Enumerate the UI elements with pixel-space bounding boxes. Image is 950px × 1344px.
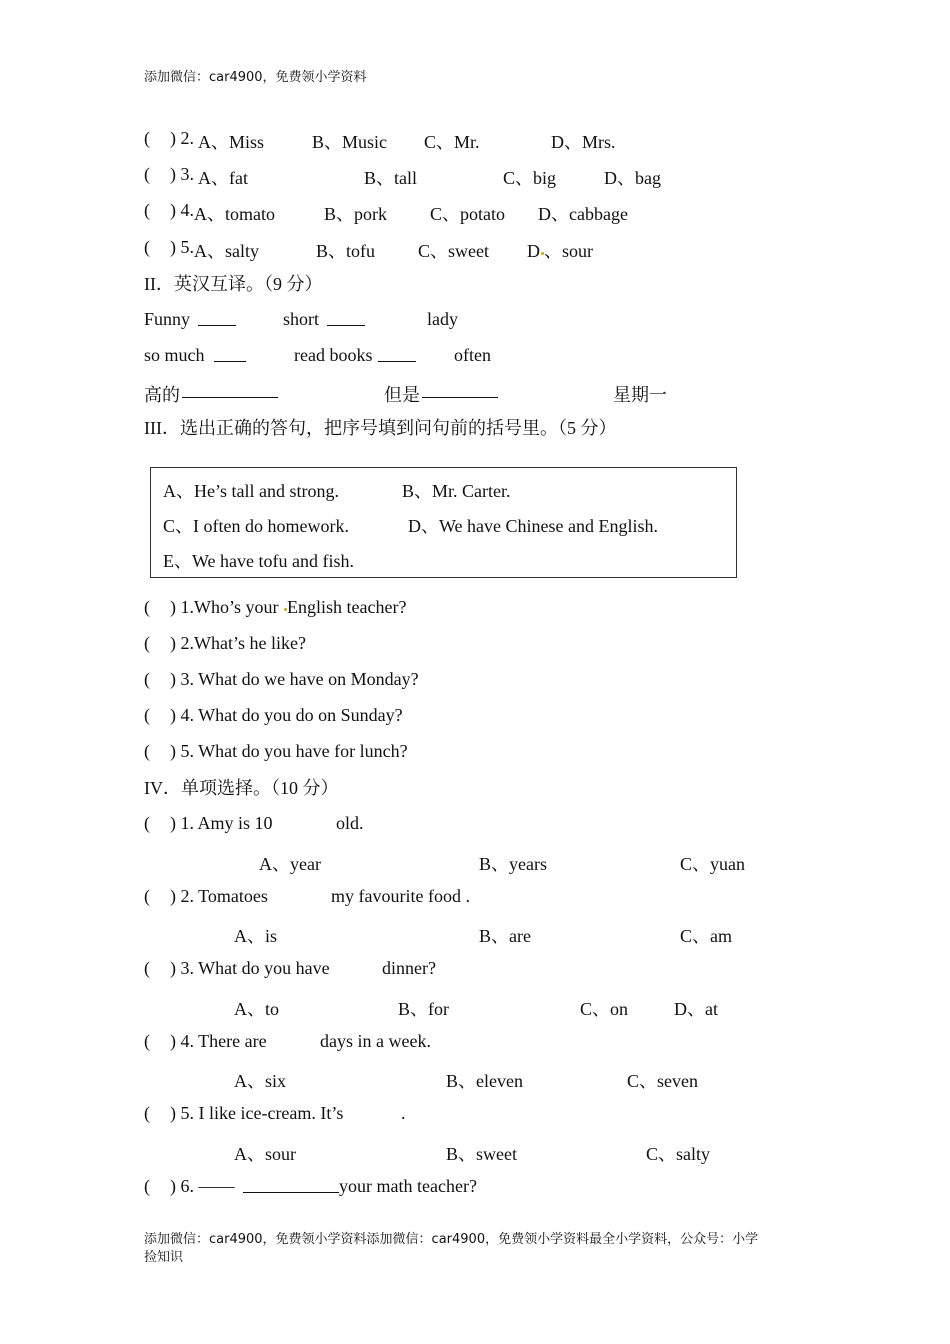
choice-c: C、am (680, 926, 732, 946)
bracket-open: ( (144, 886, 150, 906)
option-b: B、tofu (316, 241, 376, 261)
answer-blank[interactable] (327, 309, 365, 326)
option-b: B、pork (324, 204, 387, 224)
word-lady: lady (427, 309, 458, 329)
bracket-open: ( (144, 813, 150, 833)
option-b: B、tall (364, 168, 417, 188)
word-so-much: so much (144, 345, 205, 365)
answer-blank[interactable] (214, 345, 246, 362)
bracket-open: ( (144, 1103, 150, 1123)
bracket-open: ( (144, 597, 150, 617)
choice-b: B、years (479, 854, 547, 874)
answer-blank[interactable] (198, 309, 236, 326)
option-a: A、He’s tall and strong. (163, 481, 339, 501)
option-a: A、tomato (194, 204, 275, 224)
word-monday-cn: 星期一 (613, 385, 667, 405)
choice-a: A、year (259, 854, 321, 874)
option-e: E、We have tofu and fish. (163, 551, 354, 571)
header-note: 添加微信：car4900，免费领小学资料 (144, 70, 367, 85)
bracket-open: ( (144, 1031, 150, 1051)
choice-c: C、yuan (680, 854, 745, 874)
answer-blank[interactable] (422, 381, 498, 398)
choice-a: A、six (234, 1071, 287, 1091)
choice-c: C、on (580, 999, 629, 1019)
word-tall-cn: 高的 (144, 385, 180, 405)
answer-blank[interactable] (182, 381, 278, 398)
option-d: D、bag (604, 168, 661, 188)
bracket-open: ( (144, 669, 150, 689)
option-a: A、Miss (198, 132, 265, 152)
bracket-open: ( (144, 164, 150, 184)
option-d: D、cabbage (538, 204, 628, 224)
choice-d: D、at (674, 999, 718, 1019)
bracket-open: ( (144, 958, 150, 978)
option-d: D、We have Chinese and English. (408, 516, 658, 536)
option-a: A、fat (198, 168, 248, 188)
option-c: C、Mr. (424, 132, 480, 152)
option-b: B、Mr. Carter. (402, 481, 511, 501)
footer-note-line2: 捡知识 (144, 1250, 184, 1265)
choice-c: C、seven (627, 1071, 698, 1091)
option-b: B、Music (312, 132, 388, 152)
bracket-open: ( (144, 705, 150, 725)
word-funny: Funny (144, 309, 191, 329)
option-c: C、I often do homework. (163, 516, 349, 536)
option-c: C、sweet (418, 241, 489, 261)
bracket-open: ( (144, 200, 150, 220)
option-d: D 、sour (527, 241, 593, 261)
word-but-cn: 但是 (384, 385, 420, 405)
bracket-open: ( (144, 633, 150, 653)
bracket-open: ( (144, 128, 150, 148)
option-c: C、big (503, 168, 557, 188)
answer-options-box (150, 467, 737, 578)
choice-a: A、is (234, 926, 278, 946)
option-d: D、Mrs. (551, 132, 616, 152)
bracket-open: ( (144, 237, 150, 257)
choice-c: C、salty (646, 1144, 711, 1164)
choice-b: B、are (479, 926, 531, 946)
bracket-open: ( (144, 741, 150, 761)
choice-a: A、sour (234, 1144, 296, 1164)
option-a: A、salty (194, 241, 259, 261)
section2-title: II．英汉互译。（9 分） (144, 274, 323, 294)
word-read-books: read books (294, 345, 373, 365)
choice-b: B、eleven (446, 1071, 523, 1091)
choice-a: A、to (234, 999, 279, 1019)
word-short: short (283, 309, 319, 329)
footer-note-line1: 添加微信：car4900，免费领小学资料添加微信：car4900，免费领小学资料最全小学资料，公众号：小学 (144, 1232, 759, 1247)
answer-blank[interactable] (378, 345, 416, 362)
section3-title: III．选出正确的答句，把序号填到问句前的括号里。（5 分） (144, 418, 617, 438)
choice-b: B、for (398, 999, 449, 1019)
answer-blank[interactable] (243, 1176, 339, 1193)
word-often: often (454, 345, 491, 365)
section4-title: IV．单项选择。（10 分） (144, 778, 339, 798)
choice-b: B、sweet (446, 1144, 517, 1164)
bracket-open: ( (144, 1176, 150, 1196)
option-c: C、potato (430, 204, 505, 224)
